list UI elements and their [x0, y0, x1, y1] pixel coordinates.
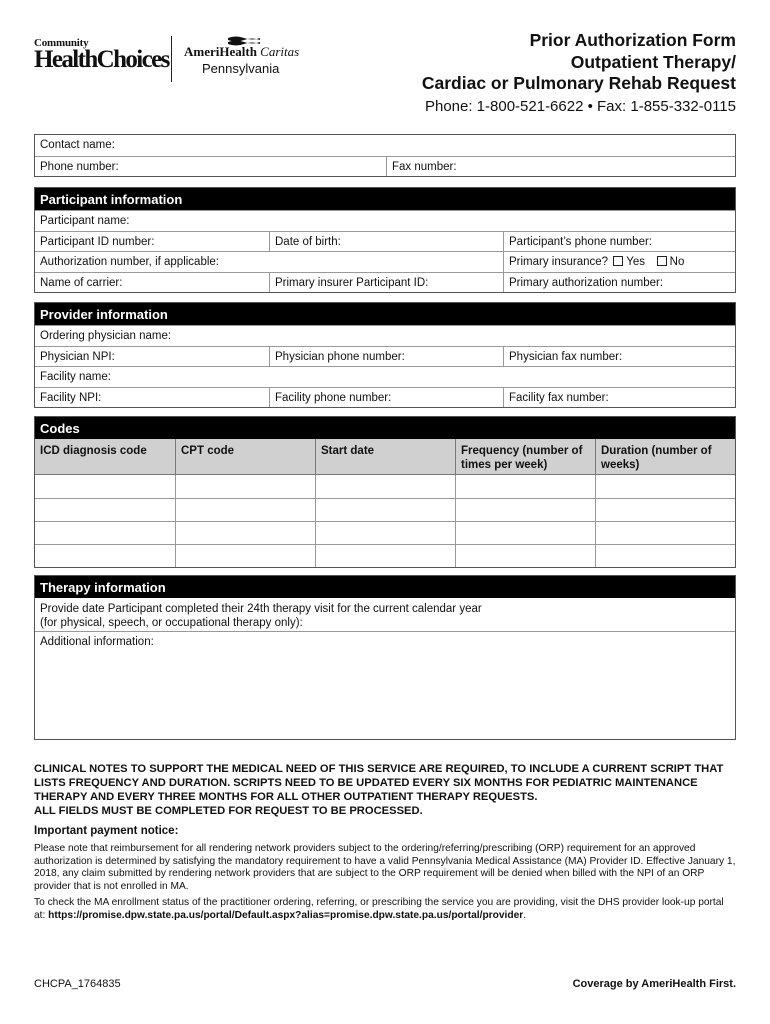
codes-body [35, 475, 735, 567]
contact-name-field[interactable]: Contact name: [40, 139, 115, 151]
clinical-notes-text: CLINICAL NOTES TO SUPPORT THE MEDICAL NEED OF THIS SERVICE ARE REQUIRED, TO INCLUDE A CURRENT SCRIPT THAT LISTS FREQUENCY AND DURATION. SCRIPTS NEED TO BE UPDATED EVERY SIX MONTHS FOR PEDIATRIC MAINTENANCE THERAPY AND EVERY THREE MONTHS FOR ALL OTHER OUTPATIENT THERAPY REQUESTS. [34, 763, 724, 803]
facility-phone-field[interactable]: Facility phone number: [269, 388, 503, 408]
frequency-input[interactable] [455, 545, 595, 567]
start-date-input[interactable] [315, 545, 455, 567]
facility-row [35, 387, 735, 408]
physician-row [35, 346, 735, 367]
contact-phone-row [35, 156, 735, 177]
start-date-input[interactable] [315, 499, 455, 521]
duration-input[interactable] [595, 545, 735, 567]
codes-heading: Codes [35, 417, 735, 439]
contact-section [34, 134, 736, 177]
cpt-input[interactable] [175, 545, 315, 567]
cpt-input[interactable] [175, 522, 315, 544]
icd-input[interactable] [35, 545, 175, 567]
icd-input[interactable] [35, 522, 175, 544]
facility-name-row [35, 366, 735, 387]
logo-healthchoices-text: HealthChoices [34, 46, 169, 73]
additional-info-label: Additional information: [40, 636, 154, 648]
title-line-3: Cardiac or Pulmonary Rehab Request [421, 73, 736, 93]
ordering-physician-row [35, 325, 735, 346]
column-cpt: CPT code [175, 439, 315, 474]
logo-community-text: Community [34, 37, 89, 49]
no-label: No [669, 256, 685, 268]
additional-info-field[interactable] [35, 632, 735, 732]
column-icd: ICD diagnosis code [40, 445, 147, 457]
codes-section [34, 416, 736, 568]
primary-insurance-label: Primary insurance? [509, 256, 609, 268]
participant-id-row [35, 231, 735, 252]
title-line-2: Outpatient Therapy/ [570, 51, 736, 72]
all-fields-notice: ALL FIELDS MUST BE COMPLETED FOR REQUEST TO BE PROCESSED. [34, 805, 423, 817]
participant-section [34, 187, 736, 293]
duration-input[interactable] [595, 522, 735, 544]
physician-phone-field[interactable]: Physician phone number: [269, 347, 503, 367]
participant-dob-field[interactable]: Date of birth: [269, 232, 503, 252]
therapy-heading: Therapy information [35, 576, 735, 598]
cpt-input[interactable] [175, 475, 315, 498]
codes-row-3 [35, 521, 735, 544]
codes-row-1 [35, 475, 735, 498]
payment-notice-heading: Important payment notice: [34, 825, 179, 837]
authorization-row [35, 251, 735, 272]
participant-name-row [35, 210, 735, 231]
facility-fax-field[interactable]: Facility fax number: [503, 388, 735, 408]
therapy-visit-field[interactable] [35, 598, 735, 632]
codes-row-2 [35, 498, 735, 521]
duration-input[interactable] [595, 475, 735, 498]
clinical-notes [34, 762, 736, 818]
start-date-input[interactable] [315, 475, 455, 498]
participant-id-field[interactable]: Participant ID number: [40, 235, 155, 248]
start-date-input[interactable] [315, 522, 455, 544]
logo-state-text: Pennsylvania [202, 61, 280, 76]
icd-input[interactable] [35, 499, 175, 521]
column-frequency: Frequency (number of times per week) [455, 439, 595, 474]
ordering-physician-field[interactable]: Ordering physician name: [40, 330, 172, 342]
contact-fax-field[interactable]: Fax number: [386, 157, 735, 177]
duration-input[interactable] [595, 499, 735, 521]
carrier-field[interactable]: Name of carrier: [40, 276, 123, 289]
contact-phone-field[interactable]: Phone number: [40, 160, 119, 173]
logo-divider [171, 36, 172, 82]
form-title [422, 30, 736, 95]
therapy-visit-line-1: Provide date Participant completed their 24th therapy visit for the current calendar year [40, 603, 482, 615]
community-healthchoices-logo [34, 37, 169, 73]
frequency-input[interactable] [455, 522, 595, 544]
column-start-date: Start date [315, 439, 455, 474]
portal-link[interactable]: https://promise.dpw.state.pa.us/portal/Default.aspx?alias=promise.dpw.state.pa.us/portal/provider [48, 909, 524, 921]
title-line-1: Prior Authorization Form [529, 30, 736, 50]
facility-npi-field[interactable]: Facility NPI: [40, 391, 102, 404]
participant-phone-field[interactable]: Participant’s phone number: [503, 232, 735, 252]
frequency-input[interactable] [455, 499, 595, 521]
payment-notice-text: Please note that reimbursement for all rendering network providers subject to the ordering/referring/prescribing (ORP) requirement for an approved authorization is determined by satisfying the mandatory requirement to have a valid Pennsylvania Medical Assistance (MA) Provider ID. Effective January 1, 2018, any claim submitted by rendering network providers that are subject to the ORP requirement will be denied when billed with the NPI of an ORP provider that is not enrolled in MA. [34, 843, 736, 892]
enrollment-check-sentence: To check the MA enrollment status of the practitioner ordering, referring, or prescribing the service you are providing, visit the DHS provider look-up portal at: [34, 897, 724, 921]
logo-amerihealth-text: AmeriHealth [184, 44, 257, 59]
therapy-visit-line-2: (for physical, speech, or occupational therapy only): [40, 617, 303, 629]
physician-fax-field[interactable]: Physician fax number: [503, 347, 735, 367]
codes-header-row [35, 439, 735, 475]
column-duration: Duration (number of weeks) [595, 439, 735, 474]
carrier-row [35, 272, 735, 293]
cpt-input[interactable] [175, 499, 315, 521]
form-id: CHCPA_1764835 [34, 978, 121, 990]
footer-tagline: Coverage by AmeriHealth First. [572, 978, 736, 990]
provider-heading: Provider information [35, 303, 735, 325]
primary-insurance-field [503, 252, 735, 272]
primary-insurer-id-field[interactable]: Primary insurer Participant ID: [269, 273, 503, 293]
yes-checkbox[interactable] [613, 256, 623, 266]
logo-caritas-text: Caritas [260, 44, 300, 59]
provider-section [34, 302, 736, 408]
enrollment-check-text [34, 897, 736, 922]
participant-name-field[interactable]: Participant name: [40, 215, 130, 227]
facility-name-field[interactable]: Facility name: [40, 371, 111, 383]
therapy-section [34, 575, 736, 740]
contact-name-row [35, 135, 735, 156]
primary-auth-field[interactable]: Primary authorization number: [503, 273, 735, 293]
no-checkbox[interactable] [657, 256, 667, 266]
yes-label: Yes [626, 256, 646, 268]
participant-heading: Participant information [35, 188, 735, 210]
codes-row-4 [35, 544, 735, 567]
amerihealth-caritas-logo [184, 38, 314, 75]
authorization-number-field[interactable]: Authorization number, if applicable: [40, 256, 219, 268]
physician-npi-field[interactable]: Physician NPI: [40, 350, 115, 363]
frequency-input[interactable] [455, 475, 595, 498]
phone-fax-line: Phone: 1-800-521-6622 • Fax: 1-855-332-0115 [424, 98, 736, 115]
icd-input[interactable] [35, 475, 175, 498]
portal-period: . [523, 909, 527, 921]
